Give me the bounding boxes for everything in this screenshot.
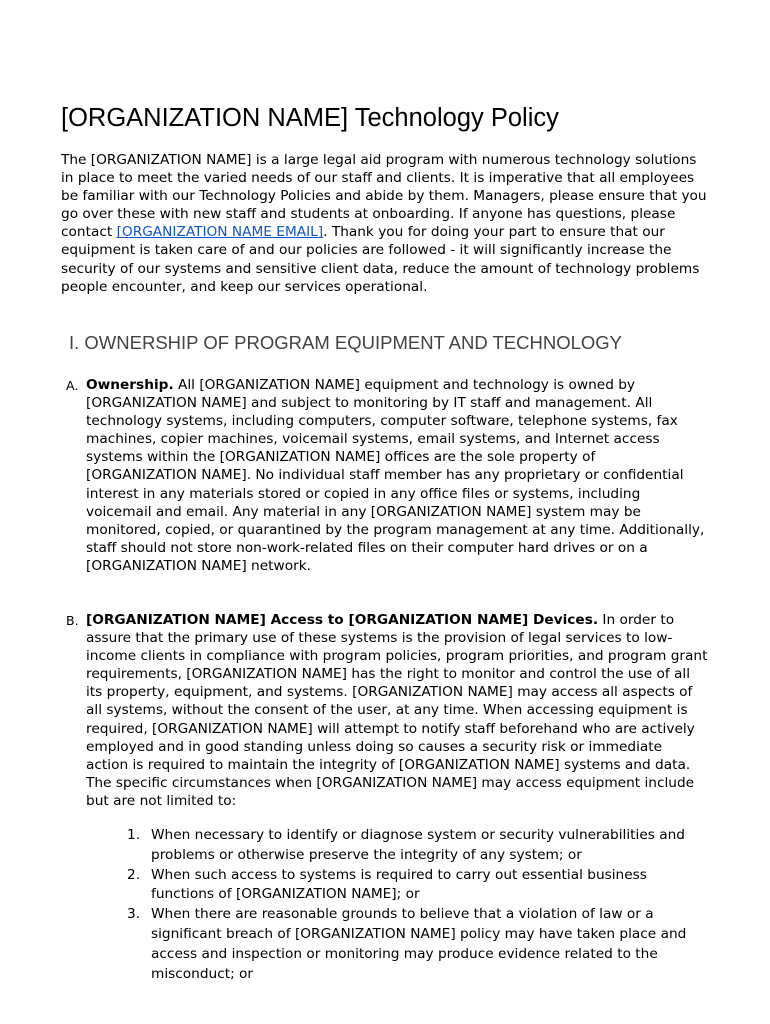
item-body xyxy=(86,611,708,810)
item-marker: B. xyxy=(66,613,79,628)
policy-item-ownership xyxy=(61,376,709,575)
item-heading: [ORGANIZATION NAME] Access to [ORGANIZATION NAME] Devices. xyxy=(86,612,599,628)
list-item-text: When necessary to identify or diagnose system or security vulnerabilities and problems or otherwise preserve the integrity of any system; or xyxy=(151,827,685,863)
list-item-number: 2. xyxy=(127,866,141,883)
list-item-number: 1. xyxy=(127,827,141,843)
list-item xyxy=(127,826,707,866)
intro-text-before-link: The [ORGANIZATION NAME] is a large legal aid program with numerous technology solutions in place to meet the varied needs of our staff and clients. It is imperative that all employees be familiar with our Technology Policies and abide by them. Managers, please ensure that you go over these with new staff and students at onboarding. If anyone has questions, please contact xyxy=(61,152,707,241)
item-body xyxy=(86,376,708,575)
item-marker: A. xyxy=(66,378,79,393)
list-item xyxy=(127,866,707,906)
item-text: All [ORGANIZATION NAME] equipment and technology is owned by [ORGANIZATION NAME] and subject to monitoring by IT staff and management. All technology systems, including computers, computer software, telephone systems, fax machines, copier machines, voicemail systems, email systems, and Internet access systems within the [ORGANIZATION NAME] offices are the sole property of [ORGANIZATION NAME]. No individual staff member has any proprietary or confidential interest in any materials stored or copied in any office files or systems, including voicemail and email. Any material in any [ORGANIZATION NAME] system may be monitored, copied, or quarantined by the program management at any time. Additionally, staff should not store non-work-related files on their computer hard drives or on a [ORGANIZATION NAME] network. xyxy=(86,377,705,574)
section-number: I. xyxy=(69,332,80,353)
document-title: [ORGANIZATION NAME] Technology Policy xyxy=(61,104,559,132)
list-item-text: When such access to systems is required to carry out essential business functions of [ORGANIZATION NAME]; or xyxy=(151,866,647,903)
section-title: OWNERSHIP OF PROGRAM EQUIPMENT AND TECHNOLOGY xyxy=(84,332,623,353)
section-heading xyxy=(69,331,622,355)
list-item-number: 3. xyxy=(127,906,141,923)
organization-email-link[interactable]: [ORGANIZATION NAME EMAIL] xyxy=(116,224,324,241)
item-heading: Ownership. xyxy=(86,377,174,393)
intro-paragraph xyxy=(61,151,709,296)
list-item xyxy=(127,905,707,984)
list-item-text: When there are reasonable grounds to believe that a violation of law or a significant breach of [ORGANIZATION NAME] policy may have taken place and access and inspection or monitoring may produce evidence related to the misconduct; or xyxy=(151,906,687,982)
access-circumstances-list xyxy=(127,826,707,984)
item-text: In order to assure that the primary use of these systems is the provision of legal services to low-income clients in compliance with program policies, program priorities, and program grant requirements, [ORGANIZATION NAME] has the right to monitor and control the use of all its property, equipment, and systems. [ORGANIZATION NAME] may access all aspects of all systems, without the consent of the user, at any time. When accessing equipment is required, [ORGANIZATION NAME] will attempt to notify staff beforehand who are actively employed and in good standing unless doing so causes a security risk or immediate action is required to maintain the integrity of [ORGANIZATION NAME] systems and data. The specific circumstances when [ORGANIZATION NAME] may access equipment include but are not limited to: xyxy=(86,612,708,809)
policy-item-device-access xyxy=(61,611,709,810)
intro-text-after-link: . Thank you for doing your part to ensure that our equipment is taken care of and our policies are followed - it will significantly increase the security of our systems and sensitive client data, reduce the amount of technology problems people encounter, and keep our services operational. xyxy=(61,224,700,295)
